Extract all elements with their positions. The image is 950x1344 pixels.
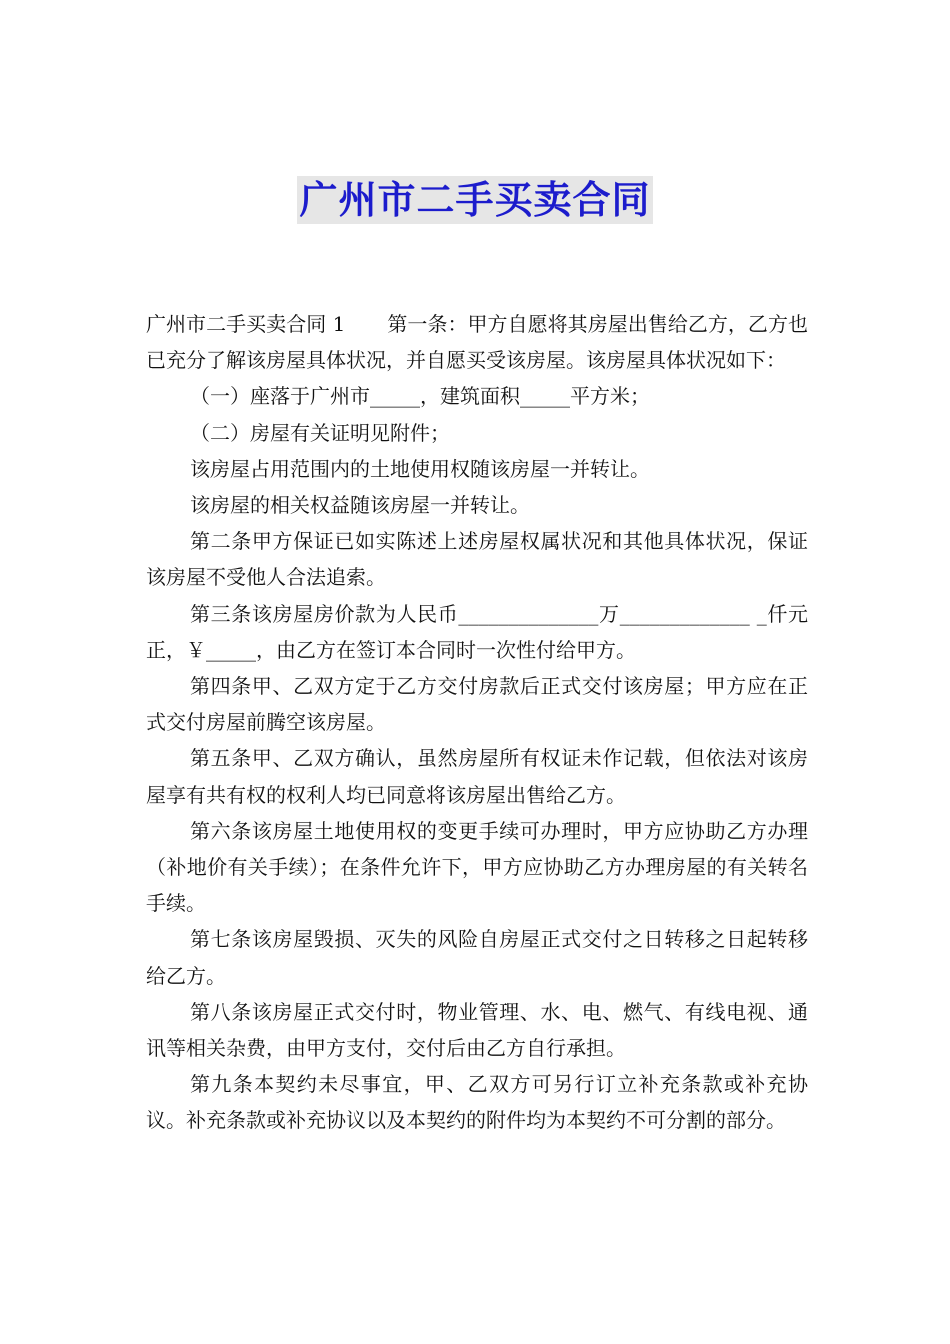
paragraph-article-2: 第二条甲方保证已如实陈述上述房屋权属状况和其他具体状况，保证该房屋不受他人合法追索。	[146, 529, 808, 590]
paragraph-article-5: 第五条甲、乙双方确认，虽然房屋所有权证未作记载，但依法对该房屋享有共有权的权利人均已同意将该房屋出售给乙方。	[146, 746, 808, 807]
document-title: 广州市二手买卖合同	[299, 178, 651, 222]
document-body	[146, 306, 808, 1139]
paragraph-certificate: （二）房屋有关证明见附件；	[190, 420, 450, 445]
paragraph-article-9: 第九条本契约未尽事宜，甲、乙双方可另行订立补充条款或补充协议。补充条款或补充协议以及本契约的附件均为本契约不可分割的部分。	[146, 1072, 808, 1133]
paragraph-article-6: 第六条该房屋土地使用权的变更手续可办理时，甲方应协助乙方办理（补地价有关手续）；在条件允许下，甲方应协助乙方办理房屋的有关转名手续。	[146, 818, 808, 916]
paragraph-article-8: 第八条该房屋正式交付时，物业管理、水、电、燃气、有线电视、通讯等相关杂费，由甲方支付，交付后由乙方自行承担。	[146, 999, 808, 1061]
title-container	[0, 176, 950, 224]
paragraph-article-1	[146, 306, 808, 378]
paragraph-related-rights: 该房屋的相关权益随该房屋一并转让。	[190, 493, 530, 518]
paragraph-article-7: 第七条该房屋毁损、灭失的风险自房屋正式交付之日转移之日起转移给乙方。	[146, 927, 808, 988]
paragraph-location: （一）座落于广州市_____，建筑面积_____平方米；	[190, 384, 650, 409]
paragraph-lead: 广州市二手买卖合同 1	[146, 312, 346, 336]
paragraph-land-rights: 该房屋占用范围内的土地使用权随该房屋一并转让。	[190, 456, 650, 481]
paragraph-text: 第一条：甲方自愿将其房屋出售给乙方，乙方也已充分了解该房屋具体状况，并自愿买受该房屋。该房屋具体状况如下：	[146, 312, 808, 373]
paragraph-article-3: 第三条该房屋房价款为人民币______________万_____________ _仟元正，￥_____，由乙方在签订本合同时一次性付给甲方。	[146, 601, 808, 662]
paragraph-article-4: 第四条甲、乙双方定于乙方交付房款后正式交付该房屋；甲方应在正式交付房屋前腾空该房屋。	[146, 674, 808, 735]
